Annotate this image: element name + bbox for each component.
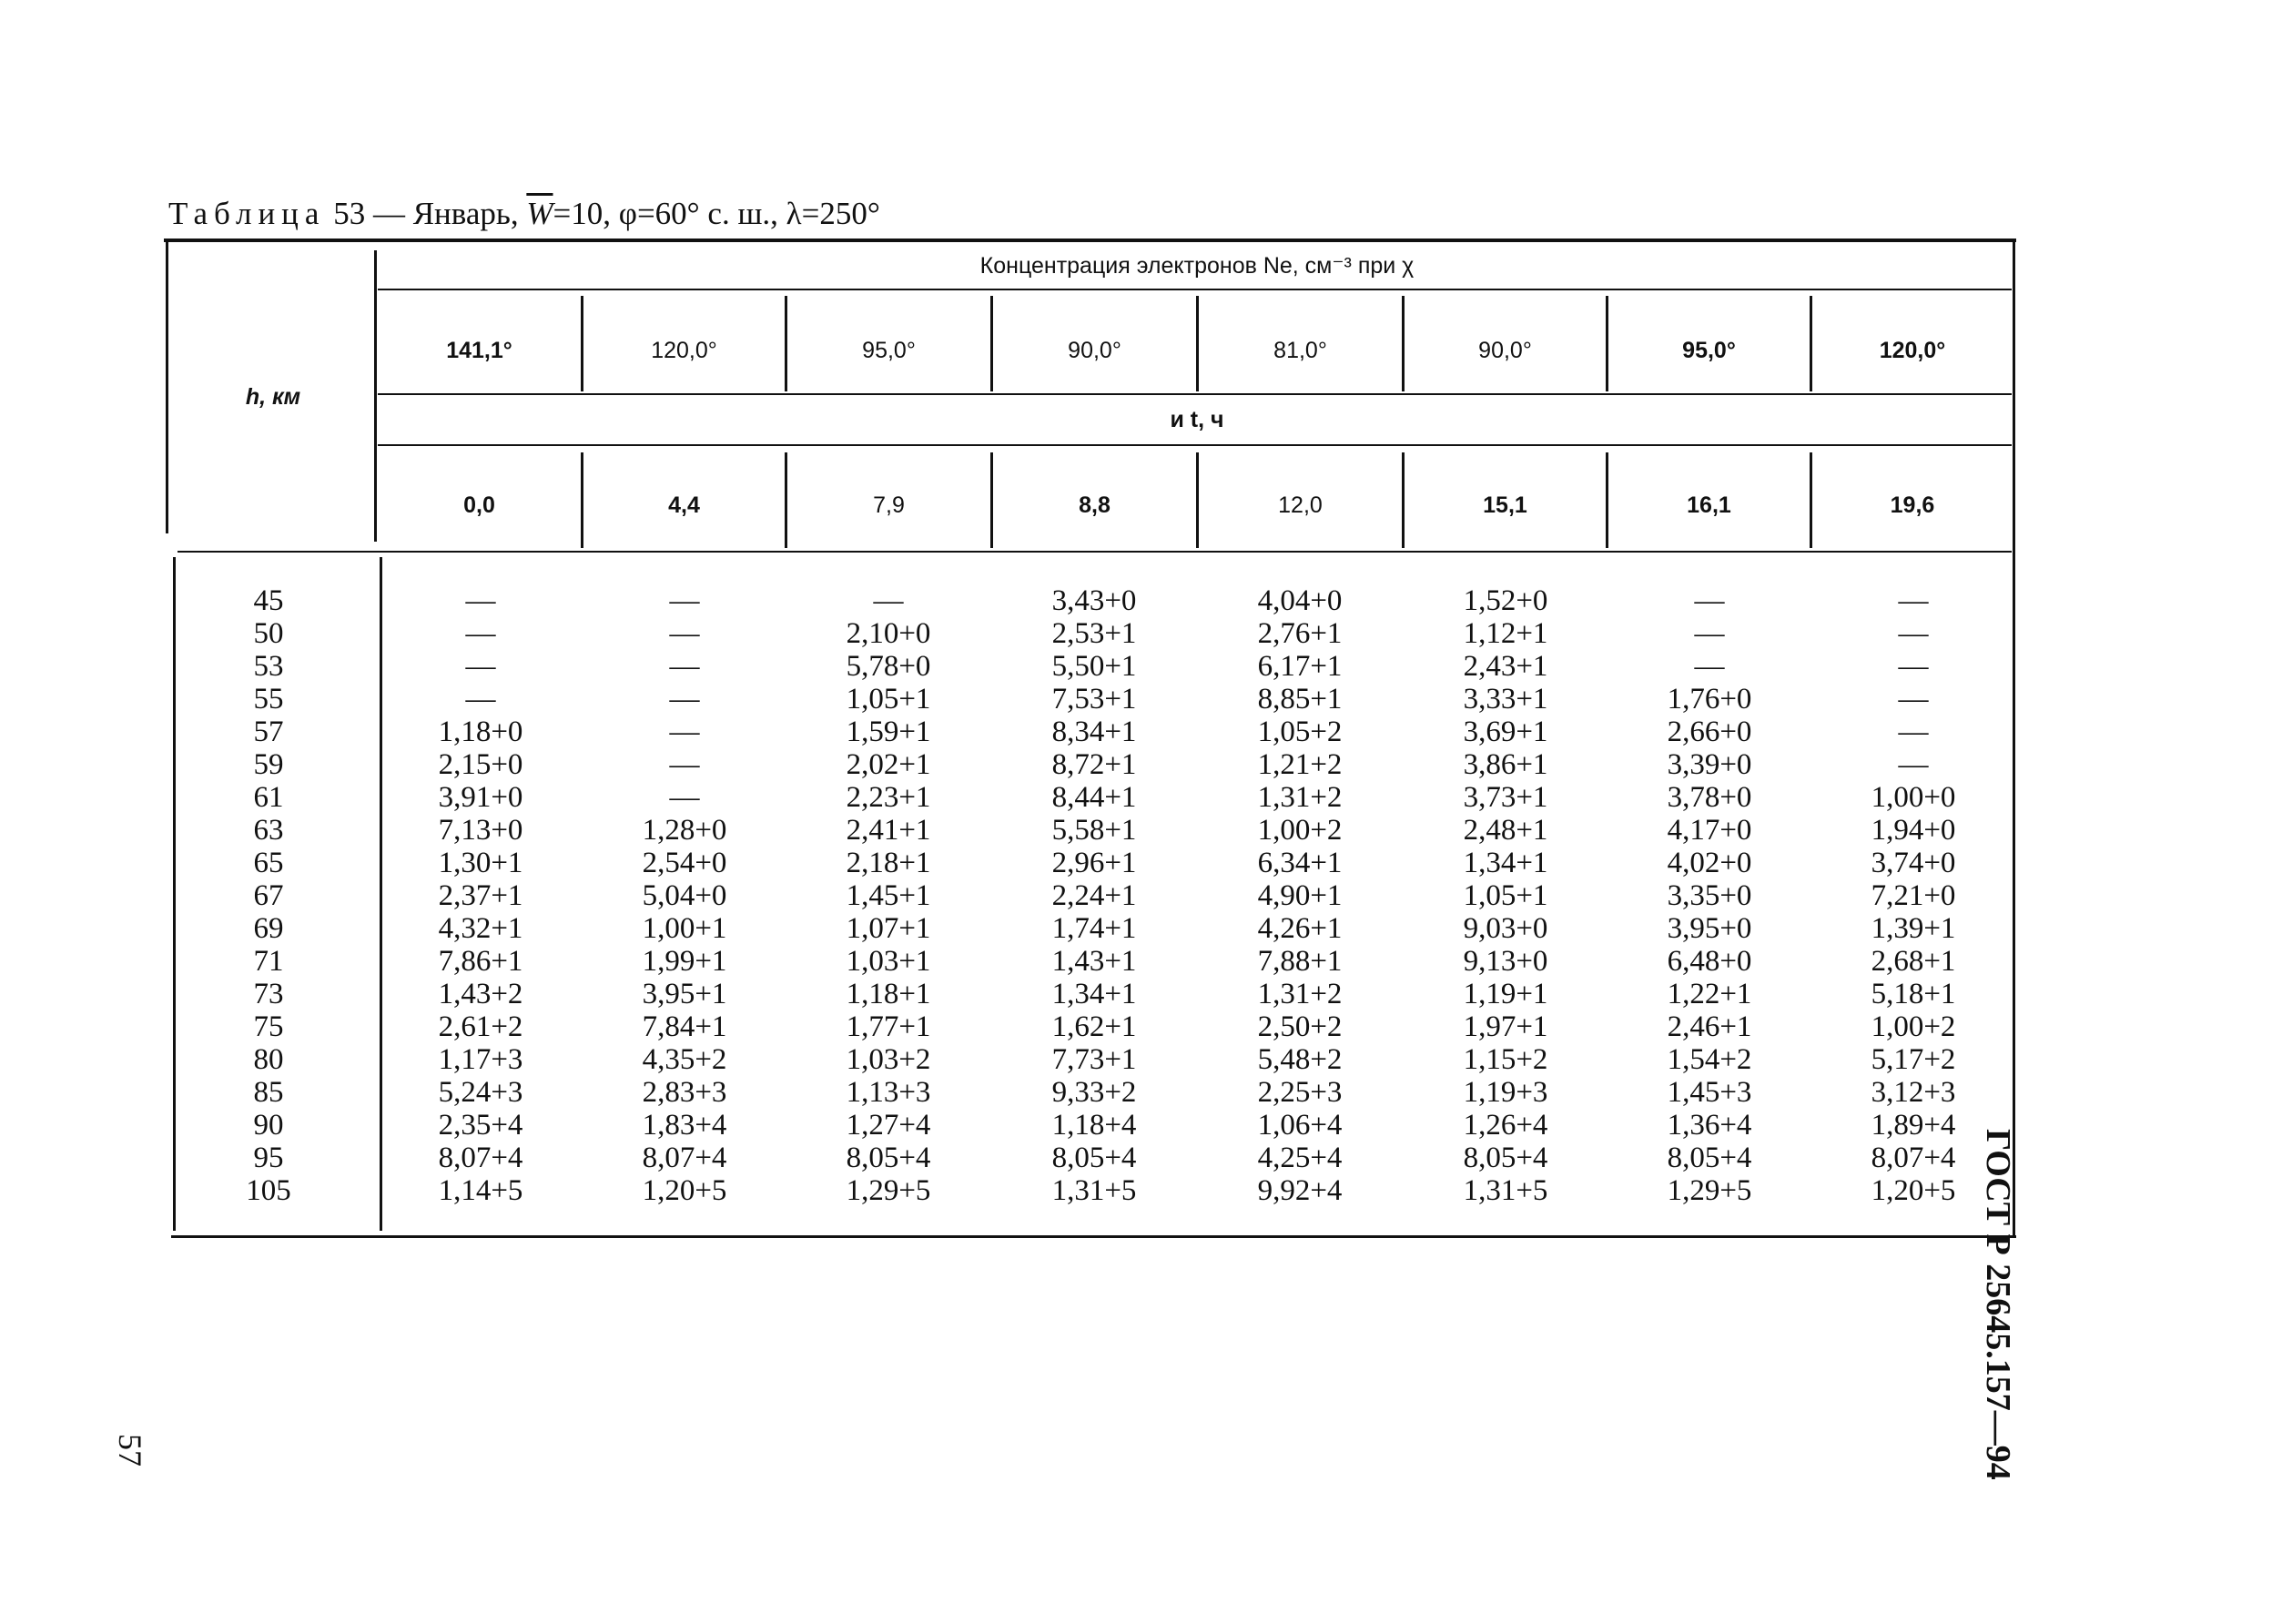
h-value: 67 (253, 879, 284, 912)
table-cell: 1,00+0 (1871, 781, 1956, 814)
h-value: 69 (253, 912, 284, 945)
table-cell: 1,06+4 (1257, 1109, 1343, 1142)
chi-value: 90,0° (1068, 338, 1121, 363)
chi-value: 95,0° (862, 338, 916, 363)
table-cell: — (465, 584, 496, 617)
h-value: 57 (253, 716, 284, 748)
table-cell: — (873, 584, 904, 617)
table-cell: 1,34+1 (1051, 978, 1137, 1010)
table-cell: 1,19+1 (1463, 978, 1548, 1010)
data-column (1813, 584, 2013, 1207)
table-cell: 4,04+0 (1257, 584, 1343, 617)
table-cell: 9,13+0 (1463, 945, 1548, 978)
table-cell: 1,26+4 (1463, 1109, 1548, 1142)
table-cell: 7,88+1 (1257, 945, 1343, 978)
chi-value: 81,0° (1273, 338, 1327, 363)
table-cell: — (669, 617, 700, 650)
table-cell: — (669, 650, 700, 683)
table-cell: 8,05+4 (846, 1142, 931, 1174)
table-cell: 4,26+1 (1257, 912, 1343, 945)
table-cell: 1,28+0 (642, 814, 727, 847)
table-cell: — (1694, 650, 1725, 683)
table-cell: 8,05+4 (1051, 1142, 1137, 1174)
table-cell: 2,43+1 (1463, 650, 1548, 683)
table-cell: 1,13+3 (846, 1076, 931, 1109)
table-cell: 1,29+5 (846, 1174, 931, 1207)
table-left-edge (166, 242, 168, 533)
table-cell: 8,07+4 (1871, 1142, 1956, 1174)
table-cell: 2,18+1 (846, 847, 931, 879)
table-cell: 4,32+1 (438, 912, 523, 945)
caption-label: Таблица (168, 196, 326, 231)
chi-value: 95,0° (1682, 338, 1736, 363)
table-cell: 9,03+0 (1463, 912, 1548, 945)
table-cell: 1,17+3 (438, 1043, 523, 1076)
table-cell: 9,92+4 (1257, 1174, 1343, 1207)
table-cell: 1,39+1 (1871, 912, 1956, 945)
table-cell: 2,37+1 (438, 879, 523, 912)
table-cell: 8,05+4 (1463, 1142, 1548, 1174)
t-value: 16,1 (1687, 492, 1731, 518)
table-cell: 1,19+3 (1463, 1076, 1548, 1109)
table-cell: 8,07+4 (642, 1142, 727, 1174)
table-cell: 5,50+1 (1051, 650, 1137, 683)
table-cell: 7,13+0 (438, 814, 523, 847)
data-column (1405, 584, 1606, 1207)
table-cell: 2,41+1 (846, 814, 931, 847)
table-cell: 6,48+0 (1667, 945, 1752, 978)
table-cell: 1,15+2 (1463, 1043, 1548, 1076)
table-cell: 1,18+0 (438, 716, 523, 748)
table-cell: 5,48+2 (1257, 1043, 1343, 1076)
table-cell: 5,58+1 (1051, 814, 1137, 847)
table-cell: 1,43+1 (1051, 945, 1137, 978)
table-cell: 1,74+1 (1051, 912, 1137, 945)
table-cell: 2,54+0 (642, 847, 727, 879)
table-cell: 3,74+0 (1871, 847, 1956, 879)
table-cell: 5,18+1 (1871, 978, 1956, 1010)
table-cell: 4,25+4 (1257, 1142, 1343, 1174)
t-value: 4,4 (668, 492, 700, 518)
table-cell: 5,04+0 (642, 879, 727, 912)
table-cell: 1,59+1 (846, 716, 931, 748)
caption-w-symbol: $\overline{W}$ (526, 196, 553, 231)
table-cell: 3,43+0 (1051, 584, 1137, 617)
table-bottom-rule (171, 1235, 2016, 1238)
table-cell: 4,90+1 (1257, 879, 1343, 912)
t-value: 8,8 (1079, 492, 1111, 518)
table-cell: 1,12+1 (1463, 617, 1548, 650)
table-cell: 1,18+1 (846, 978, 931, 1010)
h-value: 53 (253, 650, 284, 683)
table-cell: 1,31+2 (1257, 781, 1343, 814)
table-cell: — (669, 584, 700, 617)
table-cell: 7,86+1 (438, 945, 523, 978)
table-cell: 3,39+0 (1667, 748, 1752, 781)
table-cell: — (1694, 617, 1725, 650)
table-cell: 8,07+4 (438, 1142, 523, 1174)
table-cell: 1,05+1 (1463, 879, 1548, 912)
h-value: 63 (253, 814, 284, 847)
table-cell: 7,84+1 (642, 1010, 727, 1043)
table-cell: 1,07+1 (846, 912, 931, 945)
table-cell: — (1898, 683, 1929, 716)
table-cell: 2,68+1 (1871, 945, 1956, 978)
table-cell: — (465, 650, 496, 683)
table-cell: 3,12+3 (1871, 1076, 1956, 1109)
table-cell: 1,83+4 (642, 1109, 727, 1142)
table-cell: — (465, 683, 496, 716)
table-cell: 7,73+1 (1051, 1043, 1137, 1076)
table-cell: 1,76+0 (1667, 683, 1752, 716)
header-rule-2 (378, 393, 2012, 395)
table-cell: — (669, 781, 700, 814)
table-cell: 1,94+0 (1871, 814, 1956, 847)
h-values-column (209, 584, 328, 1207)
table-cell: 2,23+1 (846, 781, 931, 814)
h-value: 61 (253, 781, 284, 814)
table-cell: 1,22+1 (1667, 978, 1752, 1010)
chi-value: 120,0° (1879, 338, 1946, 363)
table-cell: 2,10+0 (846, 617, 931, 650)
table-cell: 2,76+1 (1257, 617, 1343, 650)
table-cell: 1,43+2 (438, 978, 523, 1010)
table-cell: — (1898, 617, 1929, 650)
table-cell: 2,50+2 (1257, 1010, 1343, 1043)
header-rule-1 (378, 289, 2012, 290)
h-value: 73 (253, 978, 284, 1010)
table-cell: 3,73+1 (1463, 781, 1548, 814)
table-cell: 5,24+3 (438, 1076, 523, 1109)
table-cell: 2,46+1 (1667, 1010, 1752, 1043)
chi-value: 141,1° (446, 338, 512, 363)
h-value: 80 (253, 1043, 284, 1076)
table-cell: 8,85+1 (1257, 683, 1343, 716)
h-value: 59 (253, 748, 284, 781)
table-cell: 1,29+5 (1667, 1174, 1752, 1207)
t-value: 19,6 (1890, 492, 1935, 518)
table-cell: 3,95+0 (1667, 912, 1752, 945)
data-column (994, 584, 1194, 1207)
h-value: 50 (253, 617, 284, 650)
t-value: 0,0 (463, 492, 495, 518)
table-cell: 1,05+1 (846, 683, 931, 716)
h-column-divider (374, 250, 377, 542)
table-cell: 4,02+0 (1667, 847, 1752, 879)
h-value: 55 (253, 683, 284, 716)
header-rule-3 (378, 444, 2012, 446)
h-column-header: h, км (245, 384, 301, 410)
table-cell: 3,78+0 (1667, 781, 1752, 814)
data-column (584, 584, 785, 1207)
table-cell: 1,36+4 (1667, 1109, 1752, 1142)
table-cell: 1,00+1 (642, 912, 727, 945)
t-value: 7,9 (873, 492, 905, 518)
t-value: 15,1 (1483, 492, 1527, 518)
table-cell: 1,54+2 (1667, 1043, 1752, 1076)
table-cell: 3,95+1 (642, 978, 727, 1010)
table-left-edge-body (173, 557, 176, 1231)
table-cell: 3,35+0 (1667, 879, 1752, 912)
t-value: 12,0 (1278, 492, 1323, 518)
table-cell: 7,53+1 (1051, 683, 1137, 716)
table-cell: 1,34+1 (1463, 847, 1548, 879)
table-cell: 4,17+0 (1667, 814, 1752, 847)
table-cell: 3,69+1 (1463, 716, 1548, 748)
table-cell: 1,45+1 (846, 879, 931, 912)
table-cell: 3,91+0 (438, 781, 523, 814)
table-cell: 1,03+1 (846, 945, 931, 978)
table-cell: 4,35+2 (642, 1043, 727, 1076)
table-cell: 5,78+0 (846, 650, 931, 683)
table-cell: 2,24+1 (1051, 879, 1137, 912)
chi-value: 90,0° (1478, 338, 1532, 363)
table-cell: 1,31+2 (1257, 978, 1343, 1010)
table-top-rule (164, 239, 2016, 242)
table-cell: 9,33+2 (1051, 1076, 1137, 1109)
table-cell: 8,34+1 (1051, 716, 1137, 748)
table-cell: 2,48+1 (1463, 814, 1548, 847)
table-cell: 1,31+5 (1051, 1174, 1137, 1207)
table-cell: 1,20+5 (1871, 1174, 1956, 1207)
table-cell: 5,17+2 (1871, 1043, 1956, 1076)
table-cell: 2,02+1 (846, 748, 931, 781)
header-bottom-rule (177, 551, 2012, 553)
page-number: 57 (112, 1434, 148, 1467)
table-cell: 6,17+1 (1257, 650, 1343, 683)
table-cell: 2,96+1 (1051, 847, 1137, 879)
table-cell: 8,05+4 (1667, 1142, 1752, 1174)
caption-params: =10, φ=60° с. ш., λ=250° (553, 196, 880, 231)
table-cell: 6,34+1 (1257, 847, 1343, 879)
data-column (1200, 584, 1400, 1207)
table-cell: 2,25+3 (1257, 1076, 1343, 1109)
table-cell: — (465, 617, 496, 650)
concentration-header: Концентрация электронов Ne, см⁻³ при χ (979, 253, 1415, 279)
data-column (788, 584, 989, 1207)
table-cell: 1,21+2 (1257, 748, 1343, 781)
table-cell: — (1898, 716, 1929, 748)
table-cell: 2,15+0 (438, 748, 523, 781)
table-cell: 1,27+4 (846, 1109, 931, 1142)
table-cell: 1,20+5 (642, 1174, 727, 1207)
table-cell: 1,31+5 (1463, 1174, 1548, 1207)
table-cell: — (669, 748, 700, 781)
table-cell: 1,00+2 (1871, 1010, 1956, 1043)
h-value: 71 (253, 945, 284, 978)
h-value: 65 (253, 847, 284, 879)
table-cell: 1,52+0 (1463, 584, 1548, 617)
h-value: 105 (246, 1174, 291, 1207)
table-cell: 7,21+0 (1871, 879, 1956, 912)
table-cell: — (1898, 748, 1929, 781)
table-cell: 1,14+5 (438, 1174, 523, 1207)
table-cell: 2,53+1 (1051, 617, 1137, 650)
table-cell: 1,30+1 (438, 847, 523, 879)
table-cell: 3,33+1 (1463, 683, 1548, 716)
standard-designation: ГОСТ Р 25645.157—94 (1979, 1129, 2017, 1480)
data-column (1609, 584, 1810, 1207)
table-cell: 1,99+1 (642, 945, 727, 978)
table-cell: — (1898, 584, 1929, 617)
table-cell: — (1694, 584, 1725, 617)
h-value: 45 (253, 584, 284, 617)
table-cell: — (669, 716, 700, 748)
table-cell: 1,03+2 (846, 1043, 931, 1076)
table-cell: 3,86+1 (1463, 748, 1548, 781)
table-cell: 1,18+4 (1051, 1109, 1137, 1142)
chi-value: 120,0° (651, 338, 717, 363)
h-value: 90 (253, 1109, 284, 1142)
caption-number-month: 53 — Январь, (333, 196, 519, 231)
table-cell: 1,89+4 (1871, 1109, 1956, 1142)
table-cell: 8,72+1 (1051, 748, 1137, 781)
table-cell: 2,61+2 (438, 1010, 523, 1043)
time-header: и t, ч (1170, 407, 1224, 432)
h-value: 95 (253, 1142, 284, 1174)
table-cell: 2,66+0 (1667, 716, 1752, 748)
table-cell: 2,83+3 (642, 1076, 727, 1109)
table-cell: 1,00+2 (1257, 814, 1343, 847)
table-cell: 1,77+1 (846, 1010, 931, 1043)
data-column (380, 584, 581, 1207)
table-cell: 1,62+1 (1051, 1010, 1137, 1043)
table-cell: 1,05+2 (1257, 716, 1343, 748)
table-cell: — (1898, 650, 1929, 683)
h-value: 75 (253, 1010, 284, 1043)
table-cell: — (669, 683, 700, 716)
table-cell: 8,44+1 (1051, 781, 1137, 814)
table-cell: 1,97+1 (1463, 1010, 1548, 1043)
table-cell: 1,45+3 (1667, 1076, 1752, 1109)
h-value: 85 (253, 1076, 284, 1109)
table-cell: 2,35+4 (438, 1109, 523, 1142)
